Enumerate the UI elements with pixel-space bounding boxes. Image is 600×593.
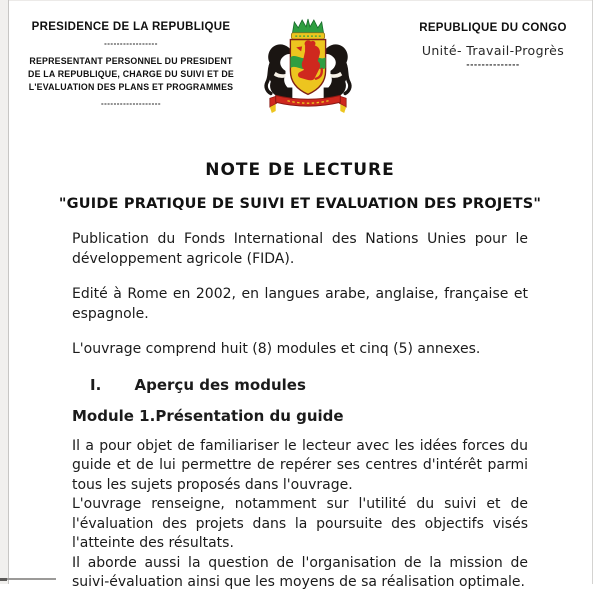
section-label: Aperçu des modules	[134, 375, 306, 394]
page-top-border	[9, 0, 592, 1]
page-right-border	[592, 0, 593, 584]
page-left-gutter	[0, 0, 9, 584]
module-paragraph: Il aborde aussi la question de l'organisation de la mission de suivi-évaluation ainsi que les moyens de sa réalisation optimale.	[72, 554, 528, 590]
representative-line-1: REPRESENTANT PERSONNEL DU PRESIDENT	[29, 56, 233, 66]
letterhead-right-block	[398, 22, 588, 69]
module-paragraph: Il a pour objet de familiariser le lecteur avec les idées forces du guide et de lui permettre de repérer ses centres d'intérêt parmi tous les sujets proposés dans l'ouvrage.	[72, 437, 528, 493]
intro-paragraph: Publication du Fonds International des Nations Unies pour le développement agricole (FIDA).	[72, 231, 528, 267]
motto-banner-icon	[270, 95, 346, 113]
divider-dashes: -------------------	[100, 99, 162, 108]
crown-icon	[291, 19, 324, 39]
national-motto: Unité- Travail-Progrès	[421, 43, 565, 58]
representative-line-3: L'EVALUATION DES PLANS ET PROGRAMMES	[28, 82, 234, 92]
divider-dashes: -----------------	[104, 39, 158, 48]
document-title: NOTE DE LECTURE	[205, 160, 395, 180]
presidency-title: PRESIDENCE DE LA REPUBLIQUE	[31, 21, 231, 33]
document-subtitle: "GUIDE PRATIQUE DE SUIVI ET EVALUATION DES PROJETS"	[58, 196, 542, 212]
section-heading	[72, 376, 528, 396]
module-paragraph: L'ouvrage renseigne, notamment sur l'utilité du suivi et de l'évaluation des projets dans la poursuite des objectifs visés l'atteinte des résultats.	[72, 496, 528, 551]
intro-paragraph: L'ouvrage comprend huit (8) modules et cinq (5) annexes.	[72, 341, 481, 357]
section-numeral: I.	[90, 375, 102, 394]
congo-coat-of-arms-icon	[262, 16, 354, 116]
shield-icon	[290, 40, 325, 95]
letterhead-left-block	[12, 20, 250, 108]
republic-title: REPUBLIQUE DU CONGO	[419, 22, 567, 34]
page-edge-artifact	[0, 578, 56, 580]
representative-line-2: DE LA REPUBLIQUE, CHARGE DU SUIVI ET DE	[28, 69, 234, 79]
document-body	[72, 230, 528, 593]
divider-dashes: --------------	[466, 60, 520, 69]
intro-paragraph: Edité à Rome en 2002, en langues arabe, anglaise, française et espagnole.	[72, 286, 528, 322]
module-heading: Module 1.Présentation du guide	[72, 407, 344, 425]
